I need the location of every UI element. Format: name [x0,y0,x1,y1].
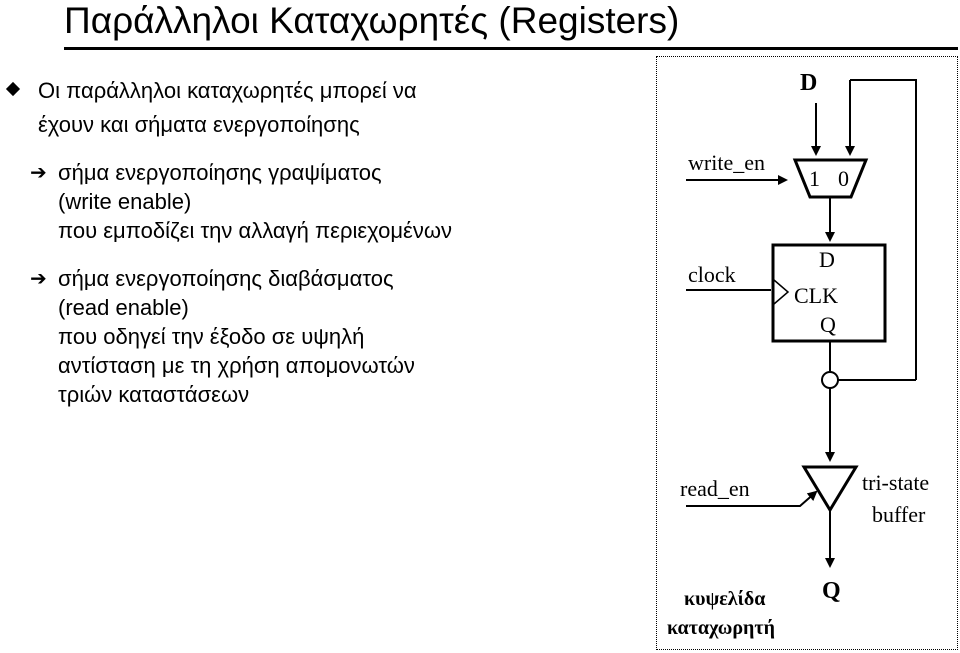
main-bullet-line: Οι παράλληλοι καταχωρητές μπορεί να [38,78,417,103]
ff-q-label: Q [820,312,836,337]
write-enable-label: write_en [688,150,765,175]
clock-label: clock [688,262,736,287]
tri-state-label-line2: buffer [872,502,926,527]
sub-bullet-line: αντίσταση με τη χρήση απομονωτών [58,353,415,378]
tri-state-buffer [804,467,856,510]
mux-input-1-label: 1 [809,166,820,191]
ff-clk-label: CLK [794,283,838,308]
mux-input-0-label: 0 [838,166,849,191]
sub-bullet-line: (read enable) [58,295,189,320]
cell-label-line2: καταχωρητή [667,617,775,639]
sub-bullet-line: σήμα ενεργοποίησης διαβάσματος [58,266,394,291]
sub-bullet-line: (write enable) [58,189,192,214]
q-output-label: Q [822,578,841,604]
sub-bullet-line: που εμποδίζει την αλλαγή περιεχομένων [58,218,453,243]
inverter-bubble [822,372,838,388]
right-arrow-bullet-icon: ➔ [30,268,47,290]
ff-d-label: D [819,247,835,272]
cell-label-line1: κυψελίδα [684,588,766,610]
d-input-label: D [800,70,818,96]
multiplexer [795,160,866,197]
sub-bullet-line: που οδηγεί την έξοδο σε υψηλή [58,324,365,349]
tri-state-label-line1: tri-state [862,470,930,495]
right-arrow-bullet-icon: ➔ [30,162,47,184]
page-title: Παράλληλοι Καταχωρητές (Registers) [64,0,680,41]
sub-bullet-line: τριών καταστάσεων [58,382,250,407]
read-enable-label: read_en [680,476,750,501]
sub-bullet-line: σήμα ενεργοποίησης γραψίματος [58,160,382,185]
main-bullet-line: έχουν και σήματα ενεργοποίησης [38,112,360,137]
